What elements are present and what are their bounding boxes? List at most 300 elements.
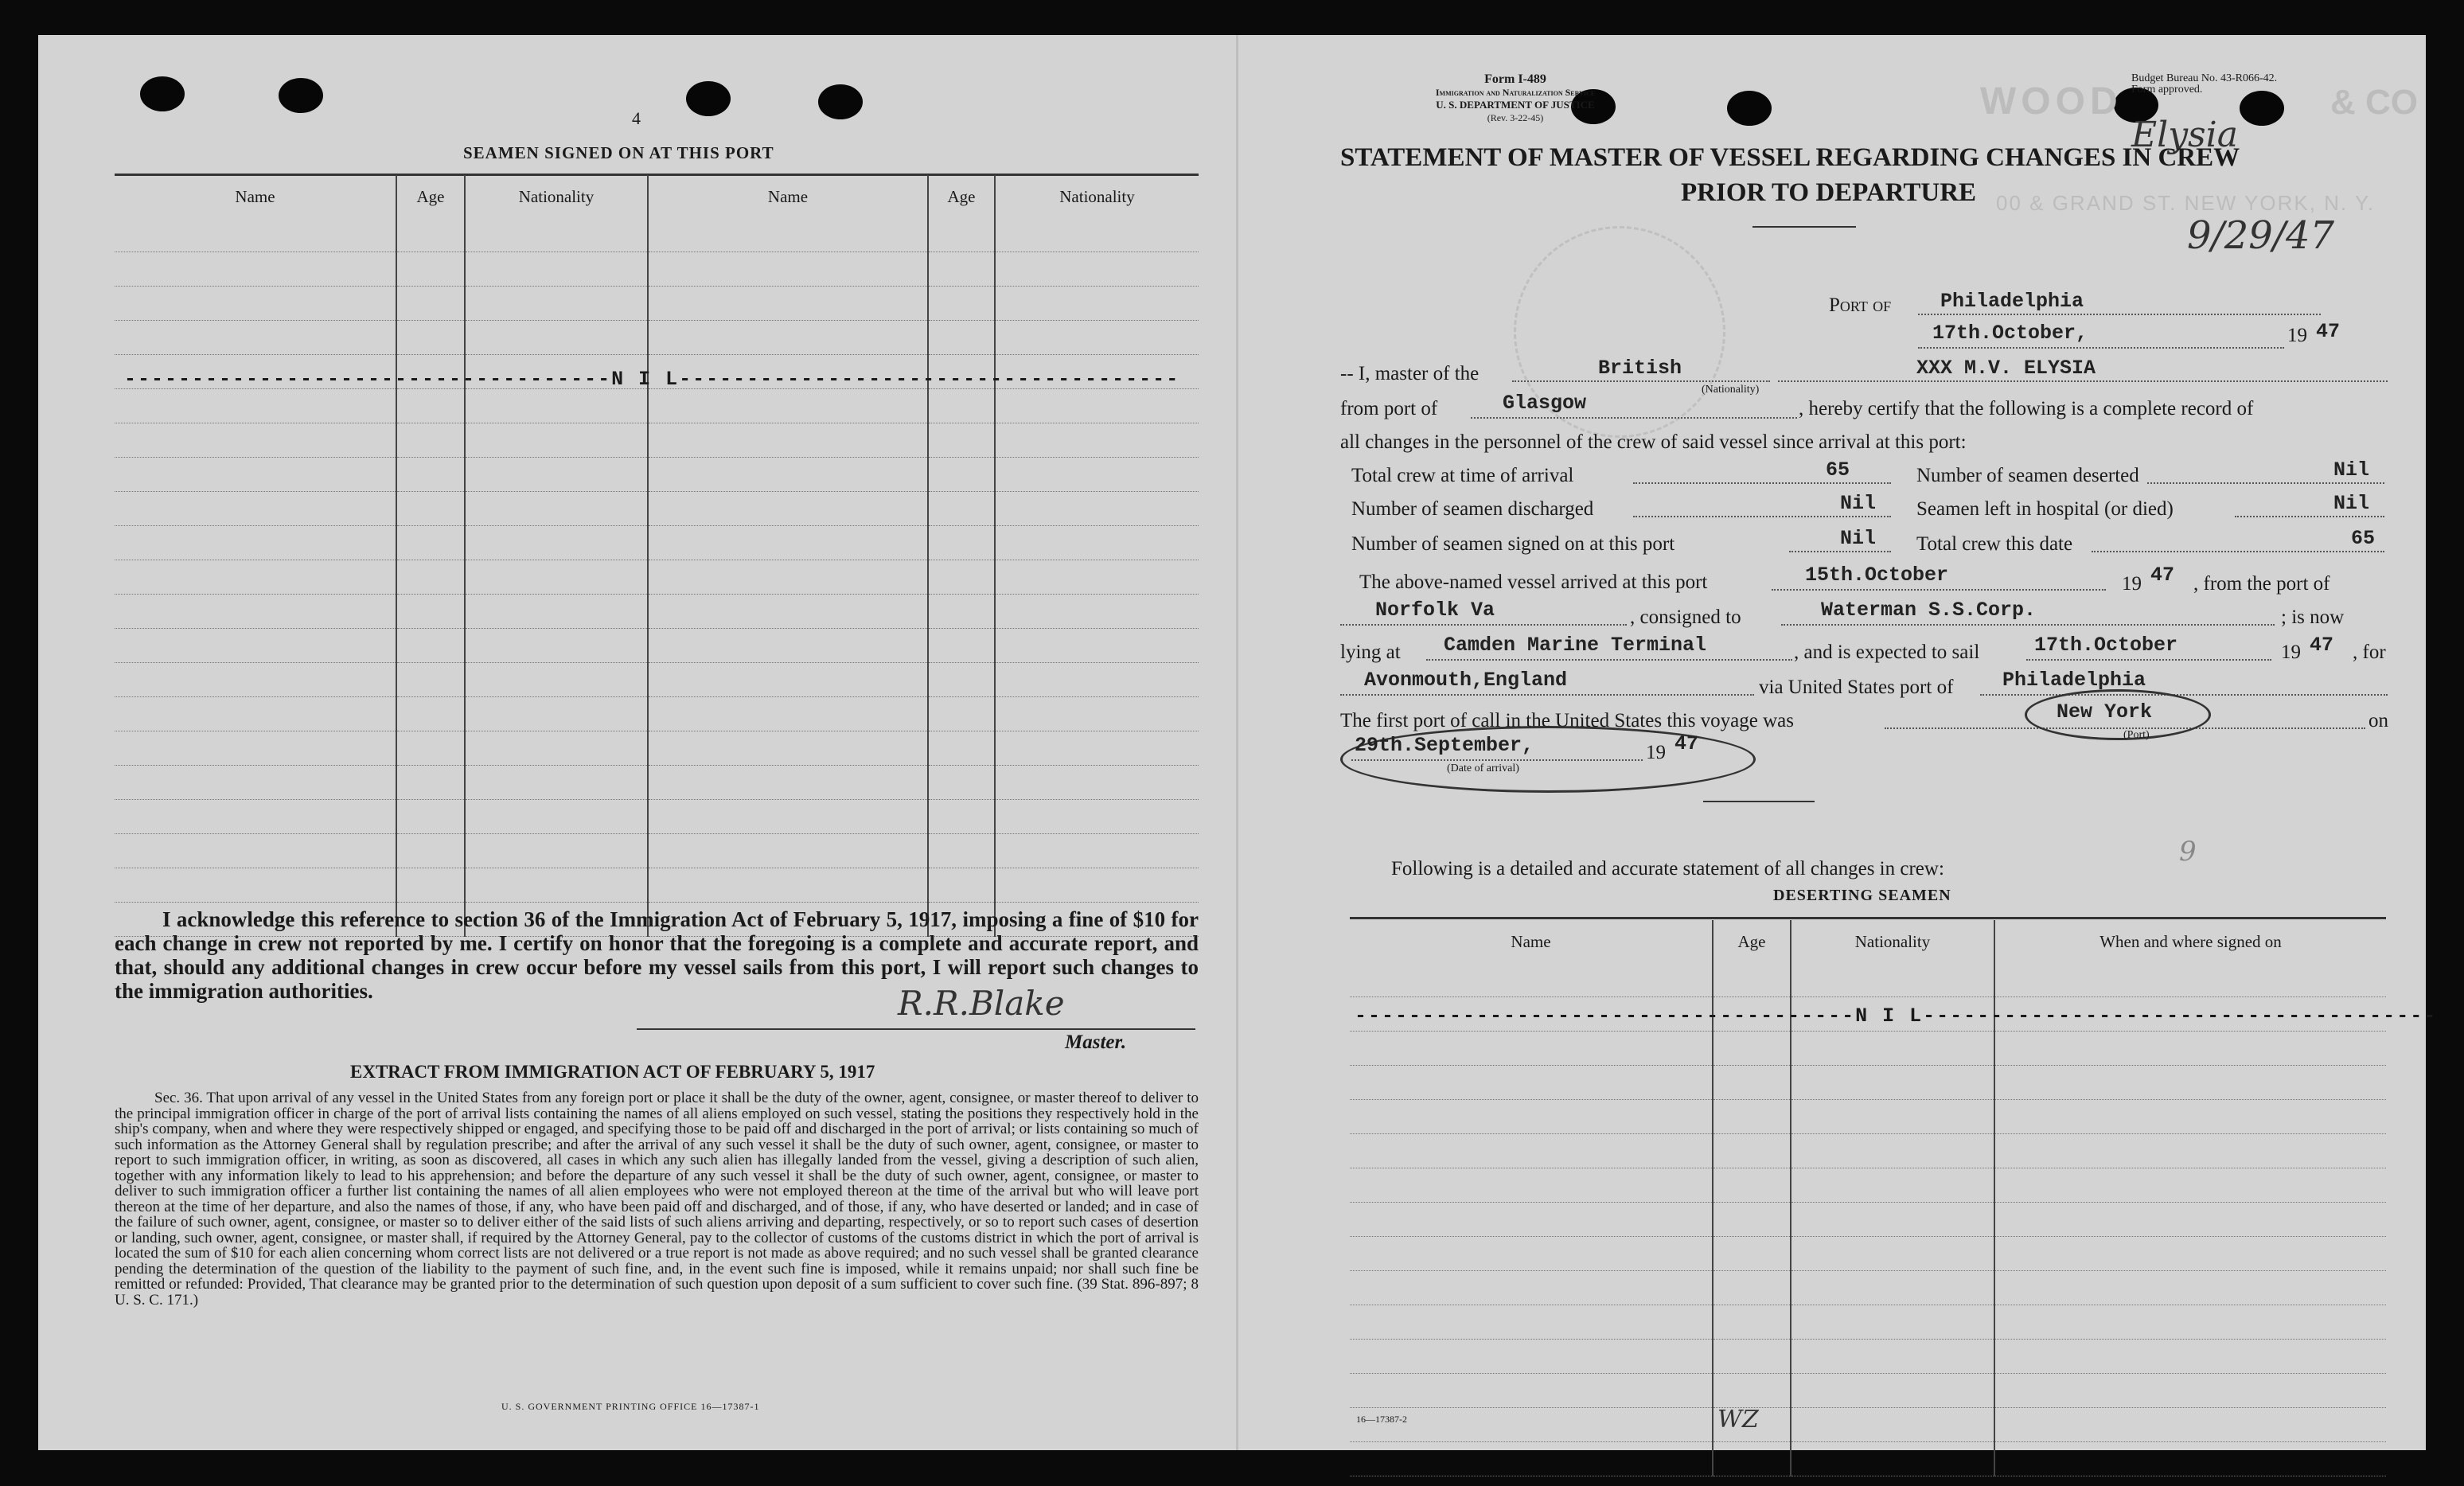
table-cell <box>115 252 396 287</box>
consignee-value: Waterman S.S.Corp. <box>1821 599 2037 622</box>
revision-date: (Rev. 3-22-45) <box>1487 112 1544 123</box>
table-cell <box>1350 1066 1713 1100</box>
table-cell <box>115 868 396 903</box>
stat-value: Nil <box>1840 527 1877 550</box>
table-cell <box>396 800 465 834</box>
gpo-note: U. S. GOVERNMENT PRINTING OFFICE 16—17387-1 <box>501 1401 760 1412</box>
table-cell <box>465 321 648 355</box>
table-cell <box>995 458 1199 492</box>
table-cell <box>115 834 396 868</box>
table-cell <box>396 595 465 629</box>
table-cell <box>928 218 995 252</box>
table-cell <box>928 321 995 355</box>
budget-approval: Form approved. <box>2131 84 2203 96</box>
table-cell <box>465 252 648 287</box>
table-cell <box>396 629 465 663</box>
destination-value: Avonmouth,England <box>1364 669 1568 692</box>
table-cell <box>928 423 995 458</box>
table-cell <box>995 663 1199 697</box>
master-signature: R.R.Blake <box>898 984 1065 1023</box>
punch-hole <box>279 78 323 113</box>
punch-hole <box>140 76 185 111</box>
fill-line <box>1512 380 1770 382</box>
table-cell <box>1791 1237 1994 1271</box>
table-cell <box>1994 1374 2386 1408</box>
table-cell <box>465 458 648 492</box>
table-row <box>1350 1271 2386 1305</box>
table-cell <box>995 731 1199 766</box>
table-row <box>1350 963 2386 997</box>
arrived-label: The above-named vessel arrived at this port <box>1359 571 1708 593</box>
punch-hole <box>818 84 863 119</box>
via-port: Philadelphia <box>2002 669 2146 692</box>
lying-at-value: Camden Marine Terminal <box>1444 634 1707 657</box>
table-cell <box>1713 1374 1791 1408</box>
table-cell <box>1791 963 1994 997</box>
table-cell <box>396 526 465 560</box>
table-cell <box>1994 1032 2386 1066</box>
document-sheet <box>38 35 2438 1450</box>
table-row <box>115 526 1199 560</box>
table-cell <box>1350 1032 1713 1066</box>
table-cell <box>1791 1305 1994 1340</box>
from-port-value: Glasgow <box>1503 392 1587 415</box>
table-cell <box>115 629 396 663</box>
table-cell <box>995 800 1199 834</box>
table-cell <box>928 697 995 731</box>
table-cell <box>396 389 465 423</box>
table-cell <box>465 834 648 868</box>
company-stamp: WOOD <box>1980 80 2123 123</box>
stat-label: Total crew this date <box>1916 533 2073 555</box>
table-cell <box>396 458 465 492</box>
table-row <box>115 321 1199 355</box>
table-row <box>115 834 1199 868</box>
column-header: Nationality <box>995 175 1199 218</box>
table-row <box>1350 1134 2386 1168</box>
agency-name: Immigration and Naturalization Service <box>1435 87 1596 98</box>
table-cell <box>1994 1134 2386 1168</box>
table-cell <box>928 492 995 526</box>
table-cell <box>928 629 995 663</box>
budget-bureau <box>2131 73 2277 96</box>
year-prefix: 19 <box>2122 573 2142 595</box>
company-address-stamp: 00 & GRAND ST. NEW YORK, N. Y. <box>1996 191 2376 215</box>
nil-entry: -------------------------------------N I L-------------------------------------- <box>1355 1004 2438 1028</box>
table-cell <box>928 287 995 321</box>
table-cell <box>1994 1066 2386 1100</box>
table-cell <box>396 663 465 697</box>
column-header: Name <box>235 186 275 206</box>
table-cell <box>648 218 928 252</box>
table-row <box>115 423 1199 458</box>
stat-label: Total crew at time of arrival <box>1351 465 1574 486</box>
table-cell <box>115 287 396 321</box>
table-cell <box>995 423 1199 458</box>
statement-year: 47 <box>2316 320 2341 343</box>
extract-text: Sec. 36. That upon arrival of any vessel in the United States from any foreign port or place it shall be the duty of the owner, agent, consignee, or master thereof to deliver to the principal immigration officer in charge of the port of arrival lists containing the names of all aliens employed on such vessel, stating the positions they respectively hold in the ship's company, when and where they were respectively shipped or engaged, and specifying those to be paid off and discharged in the port of arrival; or lists containing so much of such information as the Attorney General shall by regulation prescribe; and after the arrival of any such vessel it shall be the duty of such owner, agent, consignee, or master to report to such immigration officer, in writing, as soon as discovered, all cases in which any such alien has illegally landed from the vessel, giving a description of such alien, together with any information likely to lead to his apprehension; and before the departure of any such vessel it shall be the duty of such owner, agent, consignee, or master to deliver to such immigration officer a further list containing the names of all alien employees who were not employed thereon at the time of the arrival but who will leave port thereon at the time of her departure, and also the names of those, if any, who have been paid off and discharged, and of those, if any, who have deserted or landed; and in case of the failure of such owner, agent, consignee, or master so to deliver either of the said lists of such aliens arriving and departing, respectively, or so to report such cases of desertion or landing, such owner, agent, consignee, or master shall, if required by the Attorney General, pay to the collector of customs of the customs district in which the port of arrival is located the sum of $10 for each alien concerning whom correct lists are not delivered or a true report is not made as above required; and no such vessel shall be granted clearance pending the determination of the question of the liability to the payment of such fine, and, in the event such fine is imposed, while it remains unpaid; nor shall such fine be remitted or refunded: Provided, That clearance may be granted prior to the determination of such question upon deposit of a sum sufficient to cover such fine. (39 Stat. 896-897; 8 U. S. C. 171.) <box>115 1090 1199 1309</box>
table-cell <box>928 389 995 423</box>
table-cell <box>115 560 396 595</box>
table-cell <box>1713 1066 1791 1100</box>
table-cell <box>1994 1100 2386 1134</box>
acknowledgement-text: I acknowledge this reference to section 36 of the Immigration Act of February 5, 1917, imposing a fine of $10 for each change in crew not reported by me. I certify on honor that the foregoing is a complete and accurate report, and that, should any additional changes in crew occur before my vessel sails from this port, I will report such changes to the immigration authorities. <box>115 907 1199 1003</box>
table-cell <box>465 800 648 834</box>
table-cell <box>465 492 648 526</box>
table-cell <box>928 663 995 697</box>
table-row <box>1350 1168 2386 1203</box>
table-cell <box>1713 1305 1791 1340</box>
table-cell <box>396 252 465 287</box>
table-cell <box>115 492 396 526</box>
vessel-name: XXX M.V. ELYSIA <box>1916 357 2096 380</box>
fill-line <box>1918 347 2284 349</box>
table-cell <box>928 560 995 595</box>
table-cell <box>1791 1408 1994 1442</box>
fill-line <box>1340 694 1754 696</box>
stat-value: Nil <box>2333 458 2370 482</box>
table-cell <box>465 595 648 629</box>
fill-line <box>2147 482 2384 484</box>
section-rule <box>1703 801 1815 802</box>
column-header: Age <box>396 175 465 218</box>
table-cell <box>648 629 928 663</box>
table-row <box>1350 1032 2386 1066</box>
form-subtitle: PRIOR TO DEPARTURE <box>1681 178 1977 207</box>
column-header: Name <box>1511 931 1551 951</box>
table-cell <box>928 731 995 766</box>
table-row <box>1350 1374 2386 1408</box>
signed-on-title: SEAMEN SIGNED ON AT THIS PORT <box>463 143 774 162</box>
handwritten-vessel-name: Elysia <box>2131 115 2238 155</box>
stat-value: 65 <box>1826 458 1850 482</box>
table-cell <box>465 731 648 766</box>
table-cell <box>1713 1237 1791 1271</box>
table-cell <box>115 321 396 355</box>
table-cell <box>1994 1408 2386 1442</box>
table-cell <box>396 560 465 595</box>
table-cell <box>995 560 1199 595</box>
stat-label: Seamen left in hospital (or died) <box>1916 498 2174 520</box>
fill-line <box>1781 624 2275 626</box>
handwritten-date: 9/29/47 <box>2187 213 2335 258</box>
fill-line <box>1772 589 2106 591</box>
table-cell <box>1994 1237 2386 1271</box>
year-prefix: 19 <box>2287 325 2307 346</box>
following-text: Following is a detailed and accurate statement of all changes in crew: <box>1391 858 1944 880</box>
table-row <box>115 800 1199 834</box>
table-cell <box>396 697 465 731</box>
table-cell <box>115 595 396 629</box>
table-row <box>115 218 1199 252</box>
consigned-label: , consigned to <box>1630 606 1741 628</box>
table-cell <box>396 834 465 868</box>
table-cell <box>648 287 928 321</box>
table-cell <box>648 526 928 560</box>
table-row <box>1350 1237 2386 1271</box>
table-cell <box>995 766 1199 800</box>
table-cell <box>648 321 928 355</box>
table-cell <box>1994 1203 2386 1237</box>
table-cell <box>1994 1168 2386 1203</box>
table-cell <box>995 492 1199 526</box>
via-label: via United States port of <box>1759 677 1954 698</box>
first-port-value: New York <box>2057 700 2153 723</box>
table-cell <box>396 492 465 526</box>
table-row <box>115 458 1199 492</box>
table-cell <box>1791 1203 1994 1237</box>
table-cell <box>1350 1340 1713 1374</box>
first-port-label: The first port of call in the United States this voyage was <box>1340 710 1795 731</box>
table-row <box>115 868 1199 903</box>
table-row <box>1350 1066 2386 1100</box>
table-cell <box>465 218 648 252</box>
table-cell <box>995 218 1199 252</box>
port-label: Port of <box>1829 294 1892 316</box>
column-header: Name <box>648 175 928 218</box>
table-cell <box>396 287 465 321</box>
column-header: When and where signed on <box>1994 920 2386 963</box>
table-cell <box>1350 1442 1713 1476</box>
page-number: 4 <box>632 108 641 128</box>
fill-line <box>1633 482 1891 484</box>
fill-line <box>2092 551 2384 552</box>
table-cell <box>465 629 648 663</box>
column-header: Nationality <box>465 175 648 218</box>
nationality-value: British <box>1598 357 1682 380</box>
table-row <box>115 492 1199 526</box>
fill-line <box>1789 551 1891 552</box>
port-caption: (Port) <box>2123 729 2150 741</box>
table-cell <box>1994 963 2386 997</box>
gpo-note: 16—17387-2 <box>1356 1414 1407 1425</box>
table-cell <box>396 731 465 766</box>
budget-number: Budget Bureau No. 43-R066-42. <box>2131 72 2278 84</box>
table-cell <box>928 526 995 560</box>
sail-year: 47 <box>2310 634 2334 657</box>
table-row <box>115 731 1199 766</box>
table-cell <box>1350 1203 1713 1237</box>
table-row <box>1350 1305 2386 1340</box>
table-cell <box>396 766 465 800</box>
table-cell <box>648 800 928 834</box>
table-cell <box>648 595 928 629</box>
first-arrival-date: 29th.September, <box>1355 734 1534 757</box>
table-cell <box>1350 1305 1713 1340</box>
table-cell <box>1994 1305 2386 1340</box>
table-cell <box>928 595 995 629</box>
table-cell <box>115 697 396 731</box>
table-cell <box>648 663 928 697</box>
table-cell <box>995 287 1199 321</box>
stat-value: 65 <box>2351 527 2376 550</box>
table-cell <box>1350 1374 1713 1408</box>
table-cell <box>648 252 928 287</box>
table-cell <box>928 868 995 903</box>
first-arrival-year: 47 <box>1675 732 1699 755</box>
fill-line <box>2026 659 2271 661</box>
table-cell <box>465 697 648 731</box>
form-title: STATEMENT OF MASTER OF VESSEL REGARDING CHANGES IN CREW <box>1340 143 2240 172</box>
table-cell <box>648 868 928 903</box>
table-cell <box>928 766 995 800</box>
is-now-text: ; is now <box>2281 606 2345 628</box>
table-cell <box>995 526 1199 560</box>
table-row <box>1350 1442 2386 1476</box>
table-cell <box>648 389 928 423</box>
table-row <box>1350 1340 2386 1374</box>
table-cell <box>115 218 396 252</box>
previous-port: Norfolk Va <box>1375 599 1495 622</box>
table-cell <box>1350 1168 1713 1203</box>
page-fold <box>1236 35 1238 1450</box>
deserting-table <box>1350 920 2386 1476</box>
table-cell <box>115 389 396 423</box>
table-cell <box>115 800 396 834</box>
table-cell <box>465 868 648 903</box>
table-cell <box>928 800 995 834</box>
for-label: , for <box>2353 642 2386 663</box>
table-cell <box>465 560 648 595</box>
certify-text: , hereby certify that the following is a complete record of <box>1799 398 2254 419</box>
table-row <box>1350 1408 2386 1442</box>
signed-on-table <box>115 175 1199 937</box>
arrived-year: 47 <box>2150 564 2175 587</box>
table-cell <box>1713 1271 1791 1305</box>
punch-hole <box>686 81 731 116</box>
table-header-row <box>115 175 1199 218</box>
table-cell <box>1994 1340 2386 1374</box>
table-cell <box>1350 963 1713 997</box>
from-port-of-text: , from the port of <box>2193 573 2330 595</box>
table-cell <box>115 731 396 766</box>
fill-line <box>1471 417 1797 419</box>
master-of-label: -- I, master of the <box>1340 363 1480 384</box>
certify-text-continued: all changes in the personnel of the crew of said vessel since arrival at this port: <box>1340 431 1967 453</box>
from-port-label: from port of <box>1340 398 1438 419</box>
table-cell <box>1713 1168 1791 1203</box>
stat-value: Nil <box>2333 492 2370 515</box>
table-cell <box>1791 1271 1994 1305</box>
table-row <box>115 629 1199 663</box>
table-cell <box>995 321 1199 355</box>
table-cell <box>648 731 928 766</box>
table-row <box>115 663 1199 697</box>
table-header-row <box>1350 920 2386 963</box>
master-of-text: I, master of the <box>1358 363 1480 384</box>
table-cell <box>1994 1271 2386 1305</box>
company-stamp-suffix: & CO <box>2330 83 2418 122</box>
table-cell <box>1791 1168 1994 1203</box>
table-row <box>115 560 1199 595</box>
table-row <box>115 252 1199 287</box>
signature-line <box>637 1028 1195 1030</box>
table-cell <box>648 834 928 868</box>
table-cell <box>115 458 396 492</box>
fill-line <box>1340 624 1627 626</box>
table-cell <box>648 492 928 526</box>
table-cell <box>1791 1442 1994 1476</box>
deserting-title: DESERTING SEAMEN <box>1773 887 1951 904</box>
year-prefix: 19 <box>1646 742 1666 763</box>
sail-date: 17th.October <box>2034 634 2178 657</box>
fill-line <box>1778 380 2388 382</box>
table-cell <box>396 321 465 355</box>
stat-label: Number of seamen signed on at this port <box>1351 533 1675 555</box>
table-cell <box>928 252 995 287</box>
nil-entry: ------------------------------------N I L------------------------------------- <box>124 368 1180 391</box>
table-row <box>1350 1203 2386 1237</box>
master-caption: Master. <box>1065 1032 1127 1053</box>
table-cell <box>1713 963 1791 997</box>
table-cell <box>995 252 1199 287</box>
table-cell <box>1713 1340 1791 1374</box>
column-header: Nationality <box>1791 920 1994 963</box>
table-cell <box>465 766 648 800</box>
table-row <box>115 697 1199 731</box>
table-cell <box>1350 1237 1713 1271</box>
table-cell <box>1713 1032 1791 1066</box>
table-cell <box>995 389 1199 423</box>
table-cell <box>465 287 648 321</box>
nationality-caption: (Nationality) <box>1702 384 1760 396</box>
table-row <box>115 766 1199 800</box>
table-cell <box>1791 1032 1994 1066</box>
table-cell <box>995 868 1199 903</box>
table-row <box>1350 1100 2386 1134</box>
column-header: Age <box>1713 920 1791 963</box>
table-cell <box>648 697 928 731</box>
statement-date: 17th.October, <box>1932 322 2088 345</box>
title-rule <box>1752 226 1856 228</box>
table-row <box>115 287 1199 321</box>
table-row <box>115 595 1199 629</box>
table-cell <box>465 526 648 560</box>
table-cell <box>1791 1340 1994 1374</box>
fill-line <box>1426 659 1792 661</box>
table-cell <box>648 458 928 492</box>
column-header: Age <box>928 175 995 218</box>
table-cell <box>465 389 648 423</box>
table-cell <box>465 663 648 697</box>
table-cell <box>995 834 1199 868</box>
stat-label: Number of seamen discharged <box>1351 498 1594 520</box>
fill-line <box>1980 694 2388 696</box>
faint-handwritten-number: 9 <box>2179 836 2197 868</box>
fill-line <box>1918 314 2321 315</box>
table-cell <box>1713 1203 1791 1237</box>
table-cell <box>465 423 648 458</box>
table-cell <box>396 423 465 458</box>
table-cell <box>115 766 396 800</box>
table-cell <box>995 629 1199 663</box>
table-cell <box>1713 1100 1791 1134</box>
table-cell <box>1350 1100 1713 1134</box>
table-cell <box>995 595 1199 629</box>
table-cell <box>1350 1271 1713 1305</box>
on-label: on <box>2368 710 2388 731</box>
table-cell <box>648 766 928 800</box>
table-row <box>115 389 1199 423</box>
department-name: U. S. DEPARTMENT OF JUSTICE <box>1436 99 1595 111</box>
table-top-rule <box>1350 917 2386 919</box>
table-cell <box>396 868 465 903</box>
table-cell <box>115 526 396 560</box>
lying-at-label: lying at <box>1340 642 1401 663</box>
handwritten-initials: WZ <box>1717 1406 1759 1433</box>
table-cell <box>1791 1134 1994 1168</box>
table-cell <box>1994 1442 2386 1476</box>
